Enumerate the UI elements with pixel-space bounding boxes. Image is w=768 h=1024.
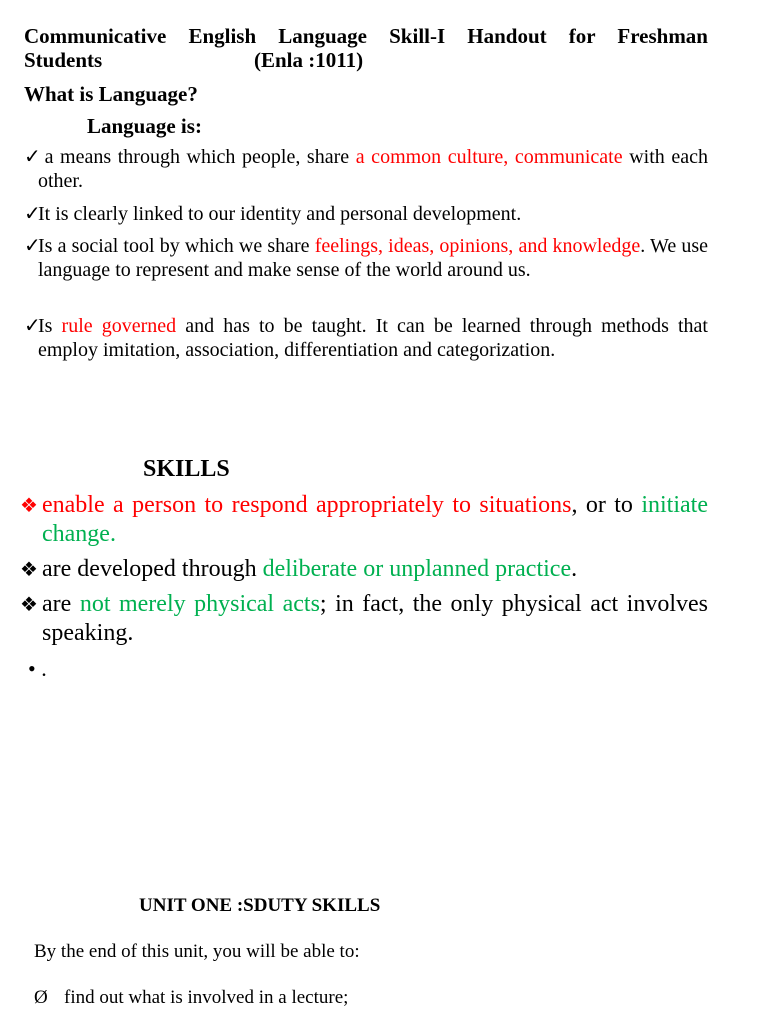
check-icon: ✓: [24, 146, 41, 168]
empty-set-bullet-icon: Ø: [34, 987, 48, 1008]
skills-heading: SKILLS: [143, 456, 230, 482]
highlight-green: not merely physical acts: [79, 591, 320, 617]
highlight-red: enable a person to respond appropriately to situations: [42, 492, 572, 518]
highlight-red: feelings, ideas, opinions, and knowledge: [314, 235, 641, 257]
check-icon: ✓: [24, 235, 41, 257]
language-bullet-3: ✓Is a social tool by which we share feelings, ideas, opinions, and knowledge. We use language to represent and make sense of the world around us.: [24, 235, 709, 281]
unit-objective-1: Ø find out what is involved in a lecture;: [34, 987, 349, 1008]
language-bullet-2: ✓It is clearly linked to our identity and personal development.: [24, 203, 522, 225]
skills-bullet-2: ❖ are developed through deliberate or unplanned practice.: [20, 556, 578, 582]
language-question-heading: What is Language?: [24, 82, 198, 106]
empty-bullet: • .: [28, 656, 47, 681]
language-bullet-4: ✓Is rule governed and has to be taught. It can be learned through methods that employ imitation, association, differentiation and categorization.: [24, 315, 708, 361]
highlight-red: a common culture, communicate: [355, 146, 623, 168]
skills-bullet-1: ❖ enable a person to respond appropriately to situations, or to initiate change.: [20, 492, 708, 547]
unit-intro: By the end of this unit, you will be able to:: [34, 941, 360, 962]
diamond-bullet-icon: ❖: [20, 594, 38, 616]
language-is-subheading: Language is:: [87, 114, 202, 138]
skills-bullet-3: ❖ are not merely physical acts; in fact, the only physical act involves speaking.: [20, 591, 709, 646]
language-bullet-1: ✓ a means through which people, share a common culture, communicate with each other.: [24, 146, 708, 192]
title-students: Students: [24, 48, 103, 72]
document-title-line2: [24, 48, 364, 72]
document-title-line1: Communicative English Language Skill-I Handout for Freshman: [24, 24, 708, 48]
course-code: (Enla :1011): [254, 48, 364, 72]
highlight-green: deliberate or unplanned practice: [262, 556, 572, 582]
diamond-bullet-icon: ❖: [20, 559, 38, 581]
check-icon: ✓: [24, 203, 41, 225]
highlight-red: rule governed: [61, 315, 177, 337]
unit-heading: UNIT ONE :SDUTY SKILLS: [139, 895, 381, 916]
check-icon: ✓: [24, 315, 41, 337]
diamond-bullet-icon: ❖: [20, 495, 38, 517]
highlight-green: initiate change.: [42, 492, 708, 547]
